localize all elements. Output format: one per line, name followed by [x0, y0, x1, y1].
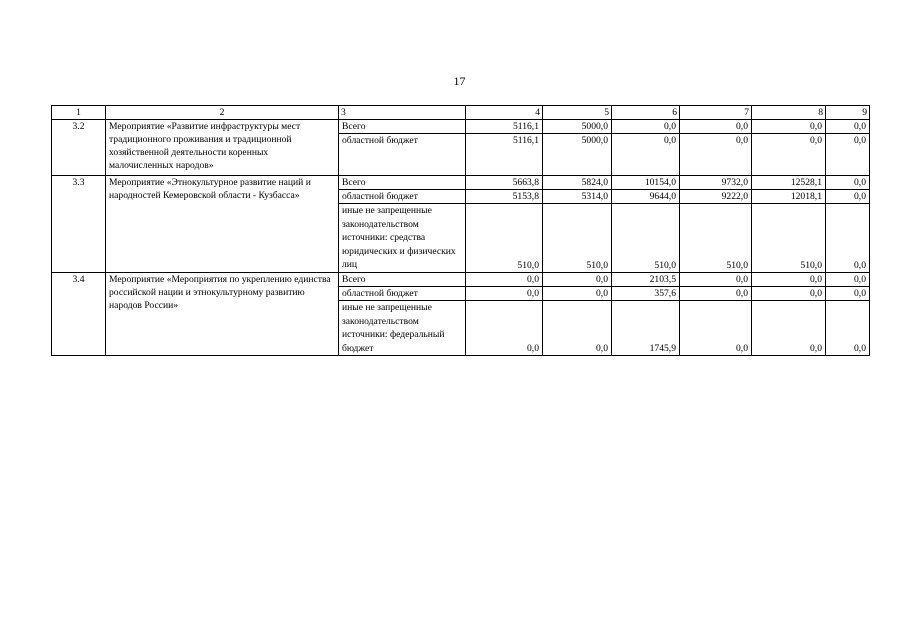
value-cell: 2103,5: [612, 273, 680, 287]
value-cell: 0,0: [826, 120, 870, 134]
table-row: [52, 176, 870, 190]
value-cell: 9732,0: [680, 176, 752, 190]
value-cell: 1745,9: [612, 301, 680, 356]
value-cell: 357,6: [612, 287, 680, 301]
value-cell: 9222,0: [680, 190, 752, 204]
funding-source: областной бюджет: [339, 190, 466, 204]
value-cell: 5116,1: [466, 120, 543, 134]
value-cell: 0,0: [752, 134, 826, 176]
table-row: [52, 273, 870, 287]
funding-source: иные не запрещенные законодательством источники: федеральный бюджет: [339, 301, 466, 356]
value-cell: 5000,0: [543, 120, 612, 134]
column-header: 7: [680, 106, 752, 120]
value-cell: 510,0: [466, 204, 543, 273]
table-row: [52, 120, 870, 134]
item-code: 3.2: [52, 120, 106, 176]
value-cell: 0,0: [826, 287, 870, 301]
value-cell: 12528,1: [752, 176, 826, 190]
value-cell: 0,0: [680, 287, 752, 301]
value-cell: 0,0: [466, 287, 543, 301]
value-cell: 5116,1: [466, 134, 543, 176]
item-code: 3.3: [52, 176, 106, 273]
funding-source: Всего: [339, 176, 466, 190]
value-cell: 0,0: [826, 134, 870, 176]
column-header: 1: [52, 106, 106, 120]
value-cell: 510,0: [543, 204, 612, 273]
value-cell: 0,0: [466, 273, 543, 287]
value-cell: 0,0: [752, 301, 826, 356]
column-header: 9: [826, 106, 870, 120]
value-cell: 510,0: [680, 204, 752, 273]
table-header-row: [52, 106, 870, 120]
value-cell: 0,0: [752, 120, 826, 134]
item-code: 3.4: [52, 273, 106, 356]
value-cell: 0,0: [680, 120, 752, 134]
value-cell: 0,0: [543, 287, 612, 301]
column-header: 6: [612, 106, 680, 120]
funding-source: областной бюджет: [339, 287, 466, 301]
value-cell: 9644,0: [612, 190, 680, 204]
funding-source: Всего: [339, 120, 466, 134]
item-name: Мероприятие «Этнокультурное развитие наций и народностей Кемеровской области - Кузбасса»: [106, 176, 339, 273]
column-header: 3: [339, 106, 466, 120]
column-header: 4: [466, 106, 543, 120]
value-cell: 0,0: [680, 273, 752, 287]
value-cell: 0,0: [752, 287, 826, 301]
value-cell: 5314,0: [543, 190, 612, 204]
value-cell: 0,0: [752, 273, 826, 287]
column-header: 8: [752, 106, 826, 120]
funding-source: иные не запрещенные законодательством источники: средства юридических и физических лиц: [339, 204, 466, 273]
value-cell: 10154,0: [612, 176, 680, 190]
value-cell: 0,0: [826, 204, 870, 273]
value-cell: 5663,8: [466, 176, 543, 190]
value-cell: 0,0: [466, 301, 543, 356]
value-cell: 5824,0: [543, 176, 612, 190]
value-cell: 510,0: [612, 204, 680, 273]
value-cell: 0,0: [826, 273, 870, 287]
value-cell: 0,0: [612, 120, 680, 134]
value-cell: 0,0: [680, 134, 752, 176]
value-cell: 0,0: [826, 190, 870, 204]
value-cell: 0,0: [543, 301, 612, 356]
funding-source: Всего: [339, 273, 466, 287]
item-name: Мероприятие «Мероприятия по укреплению единства российской нации и этнокультурному развитию народов России»: [106, 273, 339, 356]
value-cell: 5000,0: [543, 134, 612, 176]
value-cell: 510,0: [752, 204, 826, 273]
item-name: Мероприятие «Развитие инфраструктуры мест традиционного проживания и традиционной хозяйственной деятельности коренных малочисленных народов»: [106, 120, 339, 176]
page-number: 17: [453, 74, 466, 88]
funding-source: областной бюджет: [339, 134, 466, 176]
column-header: 5: [543, 106, 612, 120]
column-header: 2: [106, 106, 339, 120]
value-cell: 5153,8: [466, 190, 543, 204]
value-cell: 0,0: [826, 301, 870, 356]
value-cell: 0,0: [680, 301, 752, 356]
budget-table: [51, 105, 870, 356]
value-cell: 0,0: [543, 273, 612, 287]
value-cell: 12018,1: [752, 190, 826, 204]
value-cell: 0,0: [826, 176, 870, 190]
value-cell: 0,0: [612, 134, 680, 176]
